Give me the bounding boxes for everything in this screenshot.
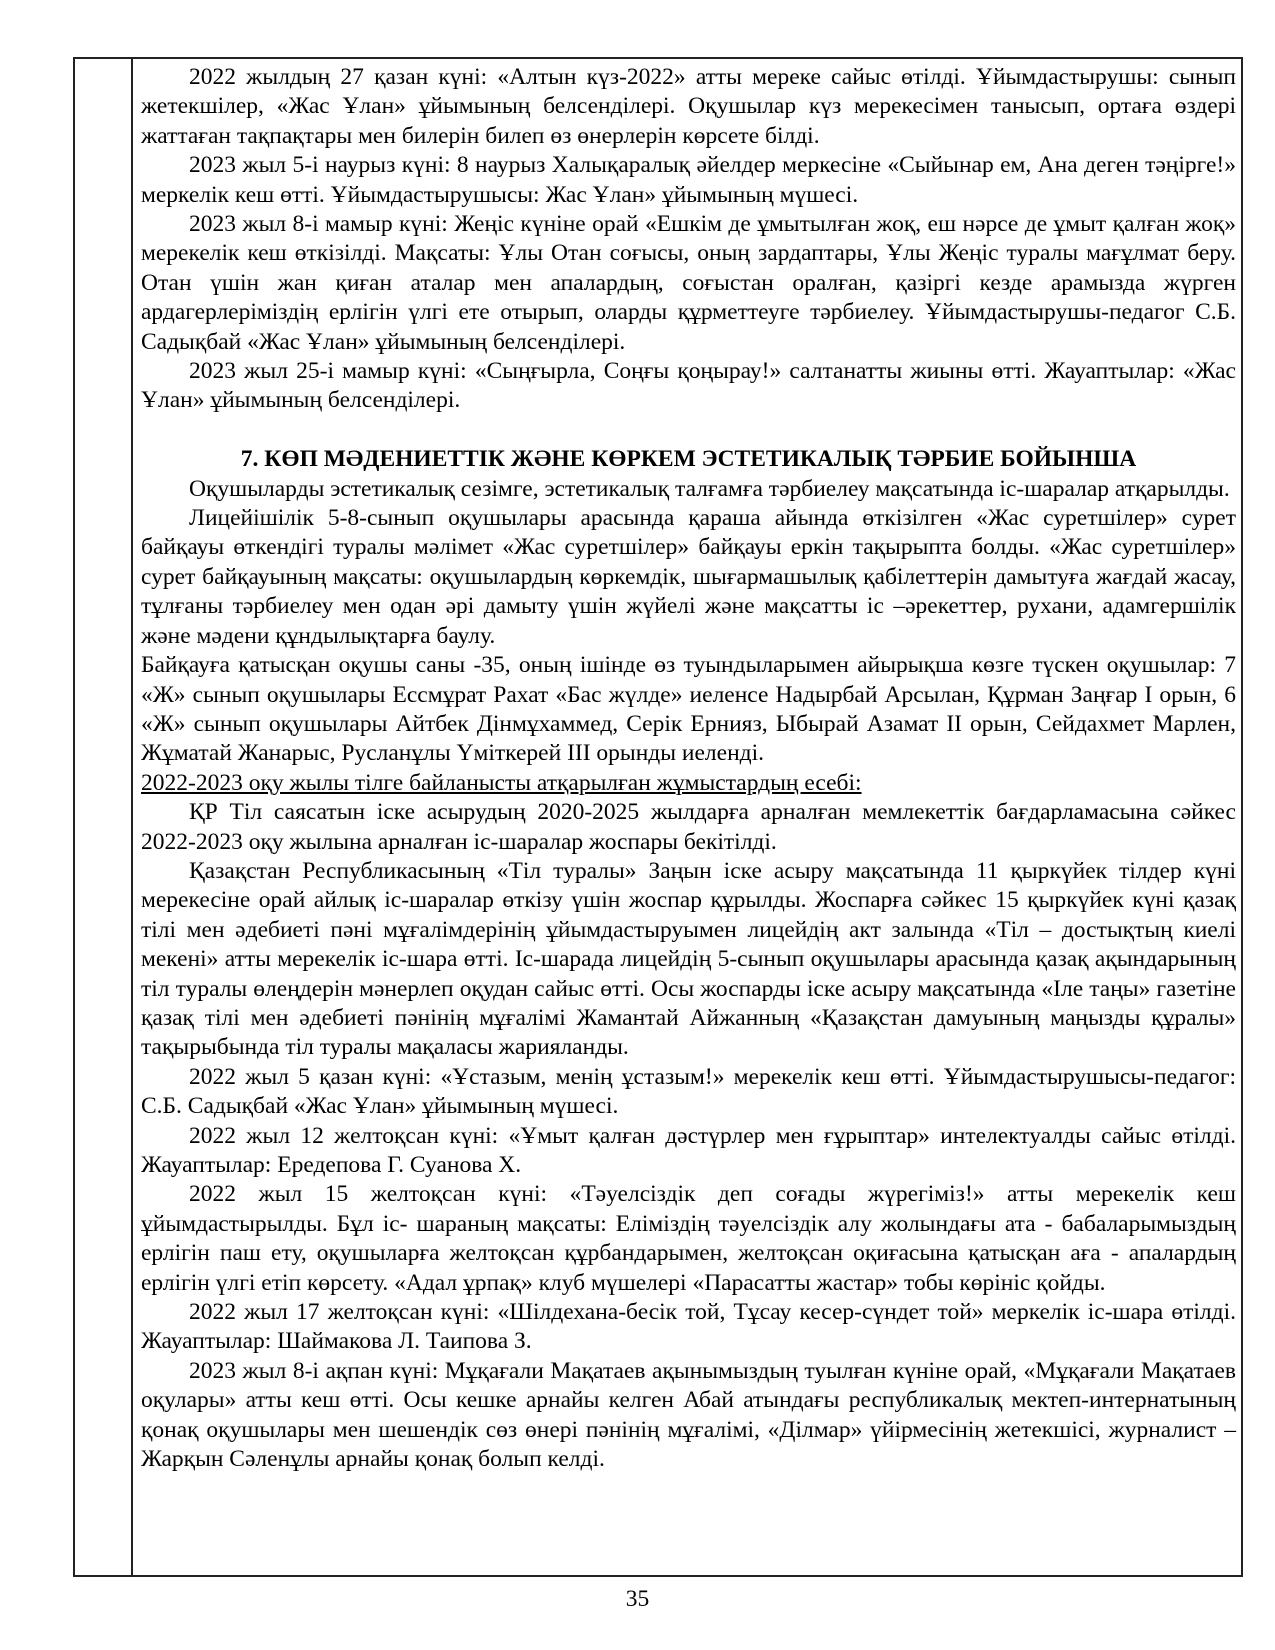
paragraph: 2022 жыл 5 қазан күні: «Ұстазым, менің ұстазым!» мерекелік кеш өтті. Ұйымдастырушысы-педагог: С.Б. Садықбай «Жас Ұлан» ұйымының мүшесі. (141, 1063, 1236, 1120)
paragraph: Лицейішілік 5-8-сынып оқушылары арасында қараша айында өткізілген «Жас суретшілер» сурет байқауы өткендігі туралы мәлімет «Жас суретшілер» байқауы еркін тақырыпта болды. «Жас суретшілер» сурет байқауының мақсаты: оқушылардың көркемдік, шығармашылық қабілеттерін дамытуға жағдай жасау, тұлғаны тәрбиелеу мен одан әрі дамыту үшін жүйелі және мақсатты іс –әрекеттер, рухани, адамгершілік және мәдени құндылықтарға баулу. (141, 505, 1236, 649)
paragraph: 2023 жыл 25-і мамыр күні: «Сыңғырла, Соңғы қоңырау!» салтанатты жиыны өтті. Жауаптылар: «Жас Ұлан» ұйымының белсенділері. (141, 358, 1236, 414)
paragraph: 2022 жыл 17 желтоқсан күні: «Шілдехана-бесік той, Тұсау кесер-сүндет той» меркелік іс-шара өтілді. Жауаптылар: Шаймакова Л. Таипова З. (141, 1299, 1236, 1355)
paragraph: Байқауға қатысқан оқушы саны -35, оның ішінде өз туындыларымен айырықша көзге түскен оқушылар: 7 «Ж» сынып оқушылары Ессмұрат Рахат «Бас жүлде» иеленсе Надырбай Арсылан, Құрман Заңғар I орын, 6 «Ж» сынып оқушылары Айтбек Дінмұхаммед, Серік Ернияз, Ыбырай Азамат II орын, Сейдахмет Марлен, Жұматай Жанарыс, Русланұлы Үміткерей III орынды иеленді. (141, 652, 1236, 767)
underlined-subheading: 2022-2023 оқу жылы тілге байланысты атқарылған жұмыстардың есебі: (141, 769, 862, 796)
paragraph: 2023 жыл 5-і наурыз күні: 8 наурыз Халықаралық әйелдер меркесіне «Сыйынар ем, Ана деген тәңірге!» меркелік кеш өтті. Ұйымдастырушысы: Жас Ұлан» ұйымының мүшесі. (141, 152, 1236, 208)
paragraph: ҚР Тіл саясатын іске асырудың 2020-2025 жылдарға арналған мемлекеттік бағдарламасына сәйкес 2022-2023 оқу жылына арналған іс-шаралар жоспары бекітілді. (141, 799, 1236, 855)
paragraph: 2023 жыл 8-і мамыр күні: Жеңіс күніне орай «Ешкім де ұмытылған жоқ, еш нәрсе де ұмыт қалған жоқ» мерекелік кеш өткізілді. Мақсаты: Ұлы Отан соғысы, оның зардаптары, Ұлы Жеңіс туралы мағұлмат беру. Отан үшін жан қиған аталар мен апалардың, соғыстан оралған, қазіргі кезде арамызда жүрген ардагерлеріміздің ерлігін үлгі ете отырып, оларды құрметтеуге тәрбиелеу. Ұйымдастырушы-педагог С.Б. Садықбай «Жас Ұлан» ұйымының белсенділері. (141, 211, 1236, 355)
paragraph: 2022 жыл 12 желтоқсан күні: «Ұмыт қалған дәстүрлер мен ғұрыптар» интелектуалды сайыс өтілді. Жауаптылар: Ередепова Г. Суанова Х. (141, 1122, 1236, 1179)
paragraph: 2022 жыл 15 желтоқсан күні: «Тәуелсіздік деп соғады жүрегіміз!» атты мерекелік кеш ұйымдастырылды. Бұл іс- шараның мақсаты: Еліміздің тәуелсіздік алу жолындағы ата - бабаларымыздың ерлігін паш ету, оқушыларға желтоқсан құрбандарымен, желтоқсан оқиғасына қатысқан аға - апалардың ерлігін үлгі етіп көрсету. «Адал ұрпақ» клуб мүшелері «Парасатты жастар» тобы көрініс қойды. (141, 1181, 1236, 1296)
paragraph: 2022 жылдың 27 қазан күні: «Алтын күз-2022» атты мереке сайыс өтілді. Ұйымдастырушы: сынып жетекшілер, «Жас Ұлан» ұйымының белсенділері. Оқушылар күз мерекесімен танысып, ортаға өздері жаттаған тақпақтары мен билерін билеп өз өнерлерін көрсете білді. (141, 64, 1236, 149)
paragraph: Оқушыларды эстетикалық сезімге, эстетикалық талғамға тәрбиелеу мақсатында іс-шаралар атқарылды. (189, 475, 1230, 502)
report-table (73, 57, 1243, 1577)
paragraph: 2023 жыл 8-і ақпан күні: Мұқағали Мақатаев ақынымыздың туылған күніне орай, «Мұқағали Мақатаев оқулары» атты кеш өтті. Осы кешке арнайы келген Абай атындағы республикалық мектеп-интернатының қонақ оқушылары мен шешендік сөз өнері пәнінің мұғалімі, «Ділмар» үйірмесінің жетекшісі, журналист – Жарқын Сәленұлы арнайы қонақ болып келді. (141, 1357, 1236, 1473)
report-text-cell (133, 59, 1241, 1575)
paragraph: Қазақстан Республикасының «Тіл туралы» Заңын іске асыру мақсатында 11 қыркүйек тілдер күні мерекесіне орай айлық іс-шаралар өткізу үшін жоспар құрылды. Жоспарға сәйкес 15 қыркүйек күні қазақ тілі мен әдебиеті пәні мұғалімдерінің ұйымдастыруымен лицейдің акт залында «Тіл – достықтың киелі мекені» атты мерекелік іс-шара өтті. Іс-шарада лицейдің 5-сынып оқушылары арасында қазақ ақындарының тіл туралы өлеңдерін мәнерлеп оқудан сайыс өтті. Осы жоспарды іске асыру мақсатында «Іле таңы» газетіне қазақ тілі мен әдебиеті пәнінің мұғалімі Жамантай Айжанның «Қазақстан дамуының маңызды құралы» тақырыбында тіл туралы мақаласы жарияланды. (141, 857, 1236, 1061)
table-left-number-column (75, 59, 133, 1575)
section-heading: 7. КӨП МӘДЕНИЕТТІК ЖӘНЕ КӨРКЕМ ЭСТЕТИКАЛЫҚ ТӘРБИЕ БОЙЫНША (240, 446, 1137, 473)
page-number: 35 (625, 1586, 650, 1612)
